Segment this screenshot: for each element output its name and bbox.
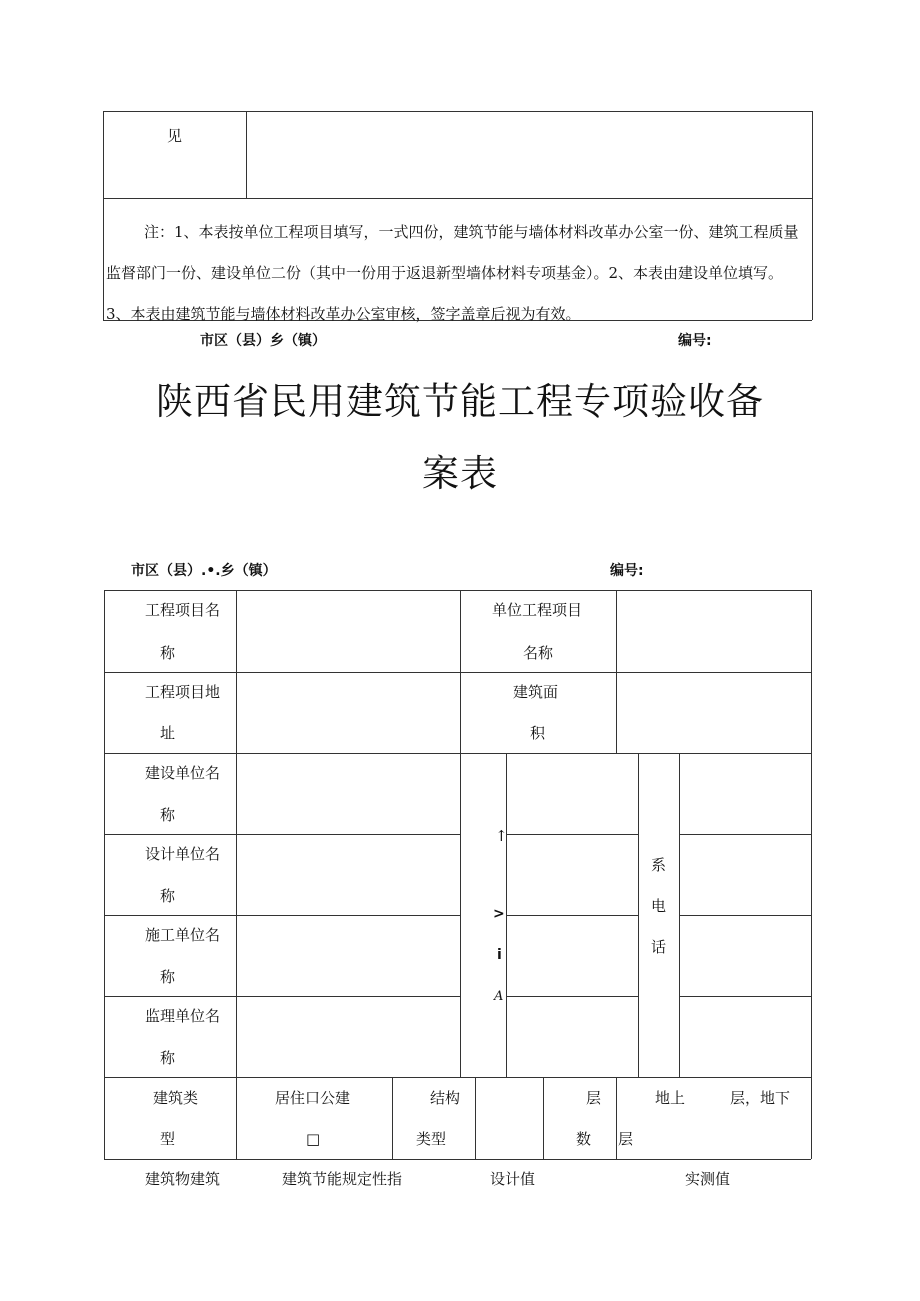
floors-above: 地上 <box>655 1089 686 1107</box>
floors-label-2: 数 <box>576 1130 592 1148</box>
building-type-label: 建筑类 <box>153 1089 199 1107</box>
table-border <box>246 111 247 198</box>
floors-unit: 层 <box>618 1130 634 1148</box>
table-border <box>679 915 811 916</box>
building-area-label-2: 积 <box>530 724 546 742</box>
table-border <box>104 753 811 754</box>
floors-below: 层，地下 <box>730 1089 791 1107</box>
table-border <box>811 590 812 1159</box>
builder-label-2: 称 <box>160 806 176 824</box>
region-label: 市区（县）乡（镇） <box>200 333 326 349</box>
constructor-label-2: 称 <box>160 968 176 986</box>
checkbox[interactable]: □ <box>306 1130 321 1148</box>
table-border <box>104 1077 811 1078</box>
building-type-label-2: 型 <box>160 1130 176 1148</box>
constructor-label: 施工单位名 <box>145 926 221 944</box>
bottom-label: 建筑物建筑 <box>145 1170 221 1188</box>
project-address-label: 工程项目地 <box>145 683 221 701</box>
table-border <box>679 753 680 1077</box>
number-label: 编号: <box>610 563 644 579</box>
table-border <box>236 590 237 1159</box>
designer-label-2: 称 <box>160 887 176 905</box>
designer-label: 设计单位名 <box>145 845 221 863</box>
unit-project-name-label-2: 名称 <box>523 644 554 662</box>
table-border <box>679 834 811 835</box>
page-title-line2: 案表 <box>422 452 498 495</box>
table-border <box>392 1077 393 1159</box>
phone-label: 电 <box>651 897 667 915</box>
table-border <box>506 834 638 835</box>
contact-glyph: ↑ <box>495 827 508 845</box>
unit-project-name-label: 单位工程项目 <box>492 601 583 619</box>
table-border <box>543 1077 544 1159</box>
table-border <box>506 915 638 916</box>
opinion-label: 见 <box>167 127 183 145</box>
table-border <box>103 198 812 199</box>
table-border <box>812 111 813 320</box>
table-border <box>104 834 460 835</box>
number-label: 编号: <box>678 333 712 349</box>
bottom-label: 设计值 <box>490 1170 536 1188</box>
building-area-label: 建筑面 <box>513 683 559 701</box>
project-address-label-2: 址 <box>160 724 176 742</box>
table-border <box>104 1159 811 1160</box>
phone-label: 系 <box>651 856 667 874</box>
bottom-label: 实测值 <box>685 1170 731 1188</box>
contact-glyph: i <box>497 947 502 963</box>
table-border <box>104 996 460 997</box>
table-border <box>616 590 617 753</box>
table-border <box>103 111 812 112</box>
project-name-label-2: 称 <box>160 644 176 662</box>
phone-label: 话 <box>651 938 667 956</box>
bottom-label: 建筑节能规定性指 <box>282 1170 403 1188</box>
region-label: 市区（县）.•.乡（镇） <box>131 563 277 579</box>
builder-label: 建设单位名 <box>145 764 221 782</box>
table-border <box>104 915 460 916</box>
type-options: 居住口公建 <box>275 1089 351 1107</box>
table-border <box>506 753 507 1077</box>
table-border <box>506 996 638 997</box>
table-border <box>460 590 461 1077</box>
table-border <box>475 1077 476 1159</box>
structure-type-label: 结构 <box>430 1089 461 1107</box>
structure-type-label-2: 类型 <box>416 1130 447 1148</box>
table-border <box>104 672 811 673</box>
page-title: 陕西省民用建筑节能工程专项验收备 <box>156 380 764 423</box>
table-border <box>679 996 811 997</box>
supervisor-label-2: 称 <box>160 1049 176 1067</box>
note-text: 注：1、本表按单位工程项目填写，一式四份，建筑节能与墙体材料改革办公室一份、建筑工程质量监督部门一份、建设单位二份（其中一份用于返退新型墙体材料专项基金）。2、本表由建设单位填写。3、本表由建筑节能与墙体材料改革办公室审核，签字盖章后视为有效。 <box>106 223 799 323</box>
table-border <box>104 590 105 1159</box>
supervisor-label: 监理单位名 <box>145 1007 221 1025</box>
contact-glyph: > <box>493 906 505 922</box>
table-border <box>638 753 639 1077</box>
table-border <box>104 590 811 591</box>
table-border <box>616 1077 617 1159</box>
floors-label: 层 <box>586 1089 602 1107</box>
table-border <box>103 111 104 320</box>
contact-glyph: A <box>494 989 504 1004</box>
project-name-label: 工程项目名 <box>145 601 221 619</box>
